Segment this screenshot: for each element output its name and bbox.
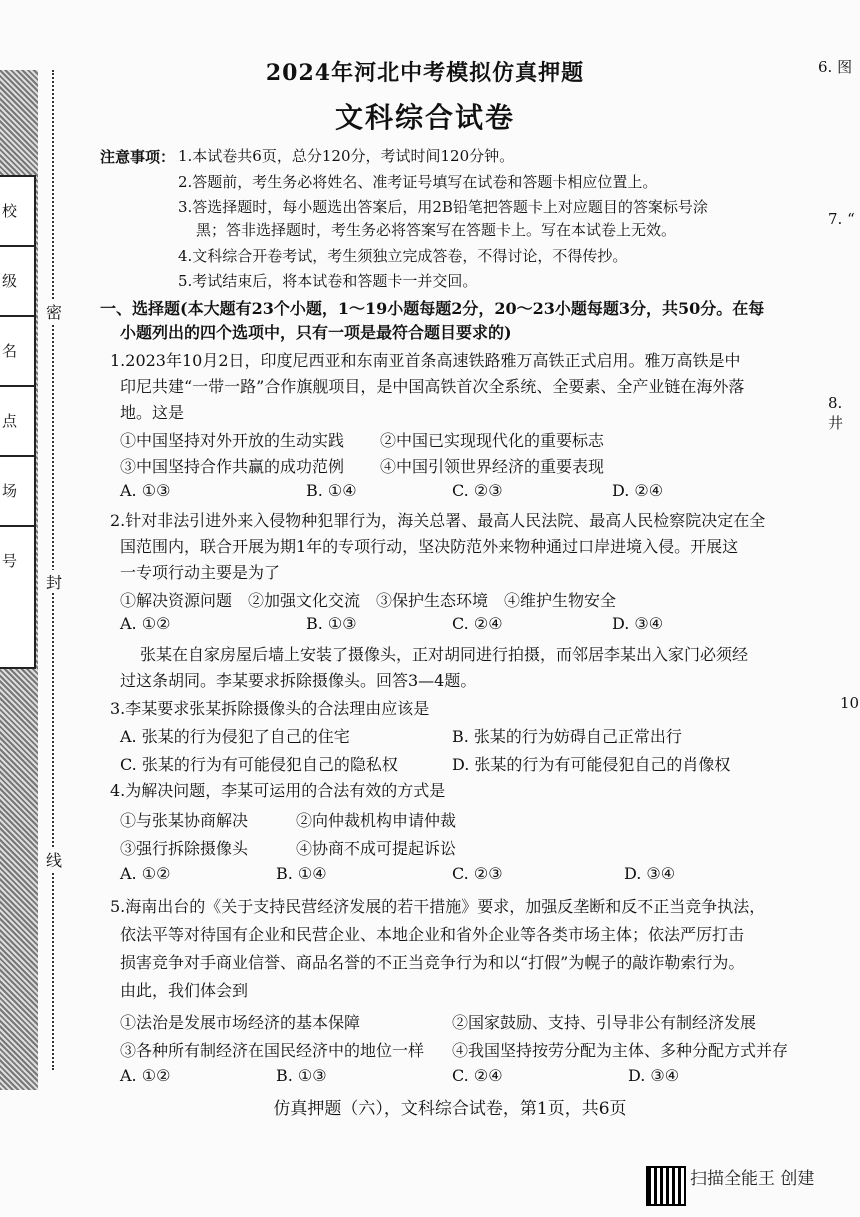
q1-option-b: B. ①④ — [306, 481, 357, 500]
question-5-text: 损害竞争对手商业信誉、商品名誉的不正当竞争行为和以“打假”为幌子的敲诈勒索行为。 — [120, 953, 745, 972]
notice-item: 4.文科综合开卷考试，考生须独立完成答卷，不得讨论，不得传抄。 — [178, 247, 628, 265]
question-2-text: 国范围内，联合开展为期1年的专项行动，坚决防范外来物种通过口岸进境入侵。开展这 — [120, 537, 739, 556]
material-text: 张某在自家房屋后墙上安装了摄像头，正对胡同进行拍摄，而邻居李某出入家门必须经 — [140, 645, 749, 664]
question-5-text: 5.海南出台的《关于支持民营经济发展的若干措施》要求，加强反垄断和反不正当竞争执法， — [110, 897, 766, 916]
question-1-text: 印尼共建“一带一路”合作旗舰项目，是中国高铁首次全系统、全要素、全产业链在海外落 — [120, 377, 745, 396]
notice-item: 5.考试结束后，将本试卷和答题卡一并交回。 — [178, 272, 478, 290]
q5-statement: ①法治是发展市场经济的基本保障 — [120, 1013, 361, 1032]
question-4-text: 4.为解决问题，李某可运用的合法有效的方式是 — [110, 781, 446, 800]
question-2-text: 一专项行动主要是为了 — [120, 563, 281, 582]
q4-statement: ③强行拆除摄像头 — [120, 839, 249, 858]
q2-statements: ①解决资源问题 ②加强文化交流 ③保护生态环境 ④维护生物安全 — [120, 591, 617, 610]
q4-statement: ④协商不成可提起诉讼 — [296, 839, 457, 858]
field-school: 校 — [0, 177, 34, 247]
section-heading: 小题列出的四个选项中，只有一项是最符合题目要求的) — [120, 323, 512, 342]
page-footer: 仿真押题（六），文科综合试卷，第1页，共6页 — [273, 1099, 627, 1119]
q5-statement: ③各种所有制经济在国民经济中的地位一样 — [120, 1041, 425, 1060]
question-3-text: 3.李某要求张某拆除摄像头的合法理由应该是 — [110, 699, 430, 718]
field-exam-room: 场 — [0, 457, 34, 527]
q1-option-a: A. ①③ — [120, 481, 171, 500]
q3-option-b: B. 张某的行为妨碍自己正常出行 — [452, 727, 682, 746]
field-exam-site: 点 — [0, 387, 34, 457]
q5-option-a: A. ①② — [120, 1066, 171, 1085]
scanner-watermark: 扫描全能王 创建 — [690, 1169, 815, 1189]
exam-subtitle: 文科综合试卷 — [334, 101, 515, 134]
question-1-text: 地。这是 — [120, 403, 185, 422]
q5-option-d: D. ③④ — [628, 1066, 680, 1085]
q4-option-b: B. ①④ — [276, 864, 327, 883]
q5-statement: ④我国坚持按劳分配为主体、多种分配方式并存 — [452, 1041, 789, 1060]
q4-option-a: A. ①② — [120, 864, 171, 883]
notice-label: 注意事项： — [100, 148, 176, 166]
right-edge-fragment: 7. “ — [828, 210, 855, 228]
q1-statement: ②中国已实现现代化的重要标志 — [380, 431, 605, 450]
seal-feng: 封 — [45, 570, 63, 593]
q3-option-d: D. 张某的行为有可能侵犯自己的肖像权 — [452, 755, 731, 774]
right-edge-fragment: 6. 图 — [818, 58, 853, 76]
question-2-text: 2.针对非法引进外来入侵物种犯罪行为，海关总署、最高人民法院、最高人民检察院决定在全 — [110, 511, 766, 530]
q3-option-a: A. 张某的行为侵犯了自己的住宅 — [120, 727, 350, 746]
q1-option-d: D. ②④ — [612, 481, 664, 500]
question-5-text: 由此，我们体会到 — [120, 981, 249, 1000]
field-name: 名 — [0, 317, 34, 387]
seal-xian: 线 — [45, 848, 63, 871]
q1-statement: ③中国坚持合作共赢的成功范例 — [120, 457, 345, 476]
seal-mi: 密 — [45, 300, 63, 323]
q4-statement: ②向仲裁机构申请仲裁 — [296, 811, 457, 830]
q2-option-a: A. ①② — [120, 614, 171, 633]
qr-code-icon — [646, 1166, 686, 1206]
q5-option-b: B. ①③ — [276, 1066, 327, 1085]
exam-title: 2024年河北中考模拟仿真押题 — [265, 60, 585, 86]
q4-option-c: C. ②③ — [452, 864, 503, 883]
notice-item: 3.答选择题时，每小题选出答案后，用2B铅笔把答题卡上对应题目的答案标号涂 — [178, 198, 708, 216]
section-heading: 一、选择题(本大题有23个小题，1～19小题每题2分，20～23小题每题3分，共50分。在每 — [100, 299, 765, 318]
right-edge-fragment: 8. 井 — [828, 394, 844, 432]
q4-statement: ①与张某协商解决 — [120, 811, 249, 830]
field-number: 号 — [2, 552, 18, 570]
material-text: 过这条胡同。李某要求拆除摄像头。回答3—4题。 — [120, 671, 477, 690]
q2-option-d: D. ③④ — [612, 614, 664, 633]
q1-statement: ①中国坚持对外开放的生动实践 — [120, 431, 345, 450]
q1-option-c: C. ②③ — [452, 481, 503, 500]
notice-item: 黑；答非选择题时，考生务必将答案写在答题卡上。写在本试卷上无效。 — [196, 221, 677, 239]
field-class: 级 — [0, 247, 34, 317]
q1-statement: ④中国引领世界经济的重要表现 — [380, 457, 605, 476]
q3-option-c: C. 张某的行为有可能侵犯自己的隐私权 — [120, 755, 398, 774]
notice-item: 2.答题前，考生务必将姓名、准考证号填写在试卷和答题卡相应位置上。 — [178, 173, 658, 191]
right-edge-fragment: 10 — [840, 694, 860, 712]
candidate-info-box — [0, 175, 36, 669]
q5-option-c: C. ②④ — [452, 1066, 503, 1085]
question-1-text: 1.2023年10月2日，印度尼西亚和东南亚首条高速铁路雅万高铁正式启用。雅万高铁是中 — [110, 351, 741, 370]
q2-option-c: C. ②④ — [452, 614, 503, 633]
notice-item: 1.本试卷共6页，总分120分，考试时间120分钟。 — [178, 147, 515, 165]
q4-option-d: D. ③④ — [624, 864, 676, 883]
q2-option-b: B. ①③ — [306, 614, 357, 633]
q5-statement: ②国家鼓励、支持、引导非公有制经济发展 — [452, 1013, 757, 1032]
question-5-text: 依法平等对待国有企业和民营企业、本地企业和省外企业等各类市场主体；依法严厉打击 — [120, 925, 745, 944]
